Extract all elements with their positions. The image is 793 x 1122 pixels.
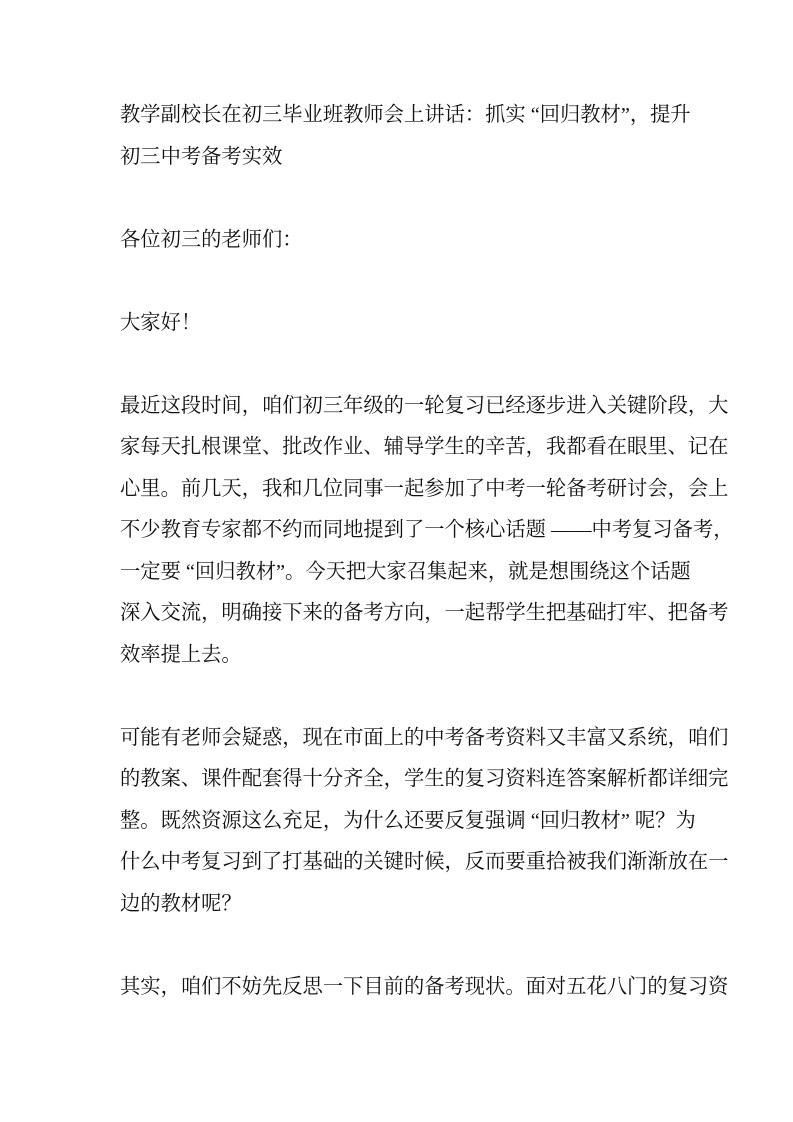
document-title-line-2: 初三中考备考实效 — [120, 145, 283, 168]
paragraph-3 — [120, 967, 729, 1009]
greeting: 大家好！ — [120, 311, 202, 334]
paragraph-line: 其实，咱们不妨先反思一下目前的备考现状。面对五花八门的复习资 — [120, 975, 729, 998]
paragraph-line: 边的教材呢？ — [120, 892, 242, 915]
paragraph-line: 可能有老师会疑惑，现在市面上的中考备考资料又丰富又系统，咱们 — [120, 726, 729, 749]
paragraph-line: 不少教育专家都不约而同地提到了一个核心话题 ——中考复习备考， — [120, 519, 734, 541]
document-page — [120, 95, 734, 1008]
paragraph-line: 深入交流，明确接下来的备考方向，一起帮学生把基础打牢、把备考 — [120, 602, 729, 624]
paragraph-line: 家每天扎根课堂、批改作业、辅导学生的辛苦，我都看在眼里、记在 — [120, 436, 729, 458]
paragraph-1 — [120, 386, 734, 677]
paragraph-line: 最近这段时间，咱们初三年级的一轮复习已经逐步进入关键阶段，大 — [120, 394, 729, 417]
paragraph-line: 的教案、课件配套得十分齐全，学生的复习资料连答案解析都详细完 — [120, 768, 729, 790]
paragraph-2 — [120, 718, 729, 926]
paragraph-line: 什么中考复习到了打基础的关键时候，反而要重拾被我们渐渐放在一 — [120, 851, 729, 873]
paragraph-line: 一定要 “回归教材”。今天把大家召集起来，就是想围绕这个话题 — [120, 560, 691, 583]
document-title-line-1: 教学副校长在初三毕业班教师会上讲话：抓实 “回归教材”，提升 — [120, 104, 691, 126]
salutation: 各位初三的老师们： — [120, 228, 303, 251]
paragraph-line: 整。既然资源这么充足，为什么还要反复强调 “回归教材” 呢？为 — [120, 809, 696, 832]
paragraph-line: 心里。前几天，我和几位同事一起参加了中考一轮备考研讨会，会上 — [120, 477, 729, 500]
paragraph-line: 效率提上去。 — [120, 643, 242, 666]
